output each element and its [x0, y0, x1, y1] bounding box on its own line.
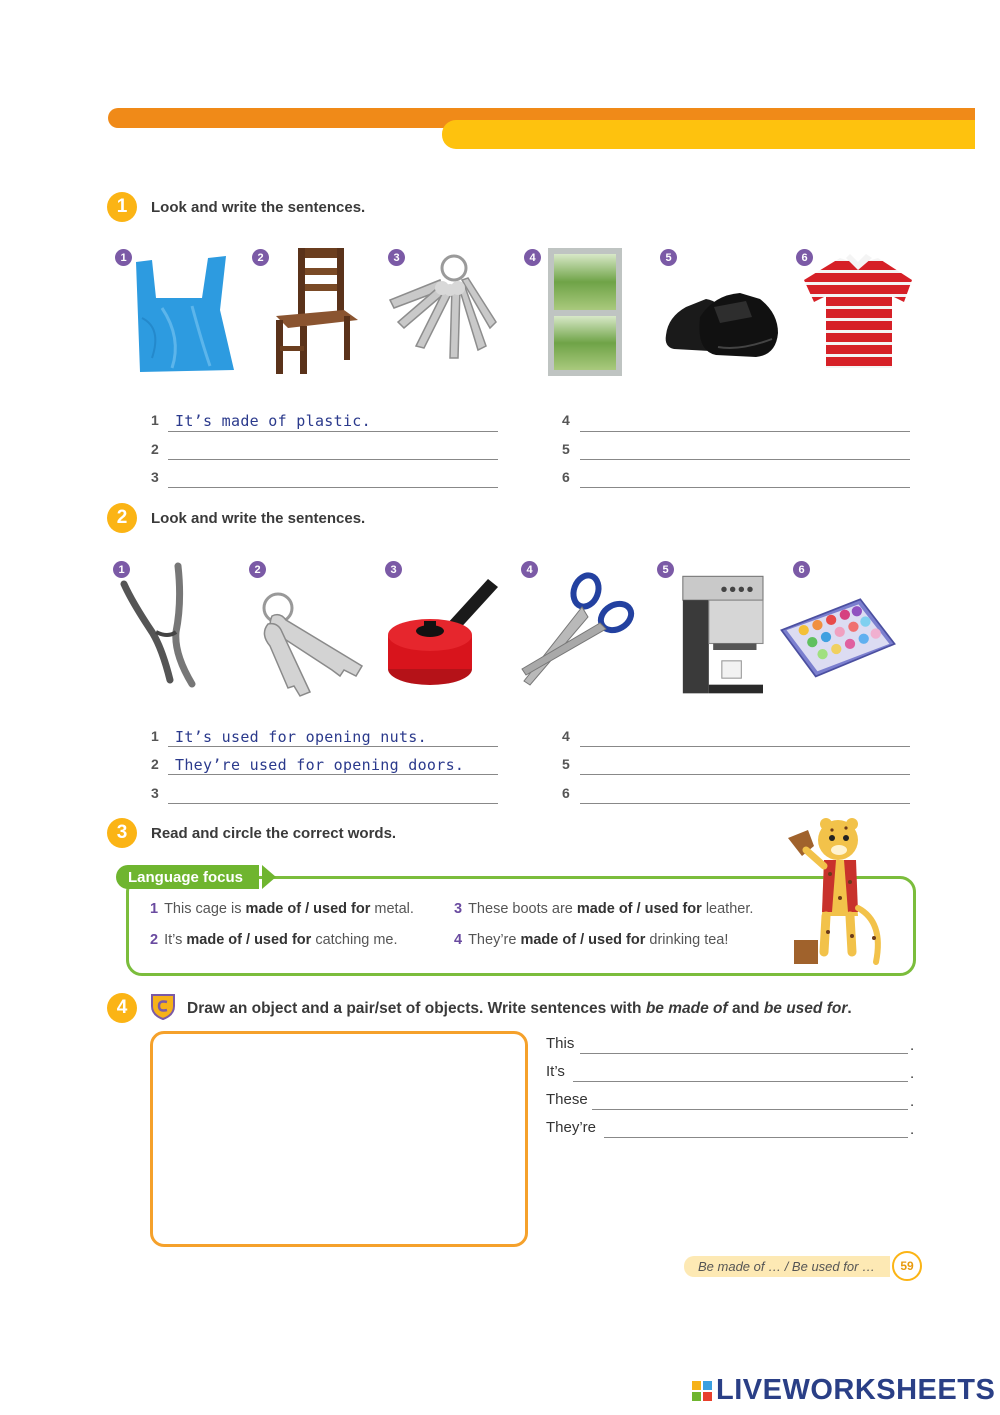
item-number: 2	[150, 932, 159, 948]
ex2-writing-line	[168, 774, 498, 775]
exercise-1-number: 1	[107, 192, 137, 222]
circle-choice[interactable]: made of / used for	[186, 932, 312, 948]
language-focus-rule	[282, 876, 802, 878]
ex1-picture-number: 3	[388, 249, 405, 266]
line-number: 1	[151, 412, 159, 428]
line-number: 1	[151, 728, 159, 744]
instruction-emphasis: be used for	[763, 1000, 848, 1017]
drawing-area[interactable]	[150, 1031, 528, 1247]
liveworksheets-mark-icon	[692, 1381, 712, 1401]
page-number: 59	[892, 1251, 922, 1281]
header-band-yellow	[442, 120, 975, 149]
nutcracker-icon	[112, 562, 232, 692]
item-text-before: This cage is	[164, 901, 242, 917]
language-focus-tag-arrow	[262, 865, 276, 889]
exercise-4-number: 4	[107, 993, 137, 1023]
item-number: 4	[454, 932, 463, 948]
instruction-text: Draw an object and a pair/set of objects. Write sentences with	[187, 1000, 646, 1017]
circle-choice[interactable]: made of / used for	[520, 932, 646, 948]
sentence-starter: This	[546, 1035, 575, 1052]
ex1-picture-number: 6	[796, 249, 813, 266]
sentence-period: .	[910, 1093, 915, 1110]
keys-bunch-icon	[380, 250, 500, 380]
sentence-period: .	[910, 1065, 915, 1082]
ex2-writing-line[interactable]	[580, 774, 910, 775]
scissors-icon	[518, 568, 638, 698]
line-number: 2	[151, 756, 159, 772]
footer-topic-label: Be made of … / Be used for …	[684, 1256, 890, 1277]
critical-thinking-shield-icon	[150, 992, 176, 1020]
sentence-starter: They’re	[546, 1119, 597, 1136]
ex1-writing-line[interactable]	[168, 487, 498, 488]
brand-name: LIVEWORKSHEETS	[716, 1374, 996, 1406]
ex1-answer-1[interactable]: It’s made of plastic.	[175, 412, 371, 430]
ex1-picture-number: 2	[252, 249, 269, 266]
ex4-writing-line[interactable]	[592, 1109, 908, 1110]
sentence-starter: It’s	[546, 1063, 565, 1080]
ex1-writing-line[interactable]	[168, 459, 498, 460]
exercise-2-number: 2	[107, 503, 137, 533]
circle-choice[interactable]: made of / used for	[576, 901, 702, 917]
ex2-writing-line	[168, 746, 498, 747]
wooden-chair-icon	[258, 246, 378, 376]
ex2-writing-line[interactable]	[168, 803, 498, 804]
item-text-before: It’s	[164, 932, 183, 948]
ex1-picture-number: 1	[115, 249, 132, 266]
ex2-picture-number: 5	[657, 561, 674, 578]
ex2-writing-line[interactable]	[580, 746, 910, 747]
saucepan-icon	[384, 570, 504, 700]
liveworksheets-logo	[692, 1374, 995, 1407]
ex2-picture-number: 1	[113, 561, 130, 578]
line-number: 3	[151, 469, 159, 485]
ex4-writing-line[interactable]	[573, 1081, 908, 1082]
exercise-3-instruction: Read and circle the correct words.	[151, 825, 397, 842]
line-number: 5	[562, 756, 570, 772]
paint-box-icon	[778, 578, 898, 708]
instruction-text: .	[847, 1000, 852, 1017]
ex1-picture-number: 5	[660, 249, 677, 266]
line-number: 6	[562, 469, 570, 485]
language-focus-item	[150, 932, 398, 948]
ex1-writing-line[interactable]	[580, 487, 910, 488]
item-text-after: drinking tea!	[649, 932, 729, 948]
language-focus-tag: Language focus	[116, 865, 259, 889]
instruction-text: and	[727, 1000, 764, 1017]
item-number: 1	[150, 901, 159, 917]
language-focus-item	[454, 932, 728, 948]
ex1-writing-line	[168, 431, 498, 432]
ex4-writing-line[interactable]	[580, 1053, 908, 1054]
language-focus-item	[454, 901, 753, 917]
striped-shirt-icon	[800, 250, 920, 380]
ex2-writing-line[interactable]	[580, 803, 910, 804]
line-number: 2	[151, 441, 159, 457]
item-text-after: leather.	[705, 901, 754, 917]
plastic-bag-icon	[122, 248, 242, 378]
exercise-4-instruction	[187, 1000, 852, 1018]
circle-choice[interactable]: made of / used for	[245, 901, 371, 917]
cheetah-mascot-icon	[780, 812, 890, 970]
line-number: 5	[562, 441, 570, 457]
item-text-after: catching me.	[315, 932, 398, 948]
sentence-period: .	[910, 1037, 915, 1054]
ex1-writing-line[interactable]	[580, 459, 910, 460]
glass-window-icon	[530, 246, 650, 376]
ex2-picture-number: 2	[249, 561, 266, 578]
exercise-1-instruction: Look and write the sentences.	[151, 199, 366, 216]
ex2-picture-number: 4	[521, 561, 538, 578]
ex2-answer-1[interactable]: It’s used for opening nuts.	[175, 728, 427, 746]
language-focus-item	[150, 901, 414, 917]
line-number: 4	[562, 728, 570, 744]
ex1-picture-number: 4	[524, 249, 541, 266]
item-text-before: These boots are	[468, 901, 573, 917]
item-text-before: They’re	[468, 932, 517, 948]
item-number: 3	[454, 901, 463, 917]
line-number: 6	[562, 785, 570, 801]
sentence-starter: These	[546, 1091, 588, 1108]
leather-shoes-icon	[660, 262, 780, 392]
exercise-3-number: 3	[107, 818, 137, 848]
ex4-writing-line[interactable]	[604, 1137, 908, 1138]
ex2-answer-2[interactable]: They’re used for opening doors.	[175, 756, 465, 774]
door-keys-icon	[250, 580, 370, 710]
line-number: 4	[562, 412, 570, 428]
exercise-2-instruction: Look and write the sentences.	[151, 510, 366, 527]
line-number: 3	[151, 785, 159, 801]
sentence-period: .	[910, 1121, 915, 1138]
coffee-machine-icon	[664, 572, 784, 702]
item-text-after: metal.	[374, 901, 414, 917]
ex1-writing-line[interactable]	[580, 431, 910, 432]
instruction-emphasis: be made of	[645, 1000, 728, 1017]
ex2-picture-number: 3	[385, 561, 402, 578]
ex2-picture-number: 6	[793, 561, 810, 578]
